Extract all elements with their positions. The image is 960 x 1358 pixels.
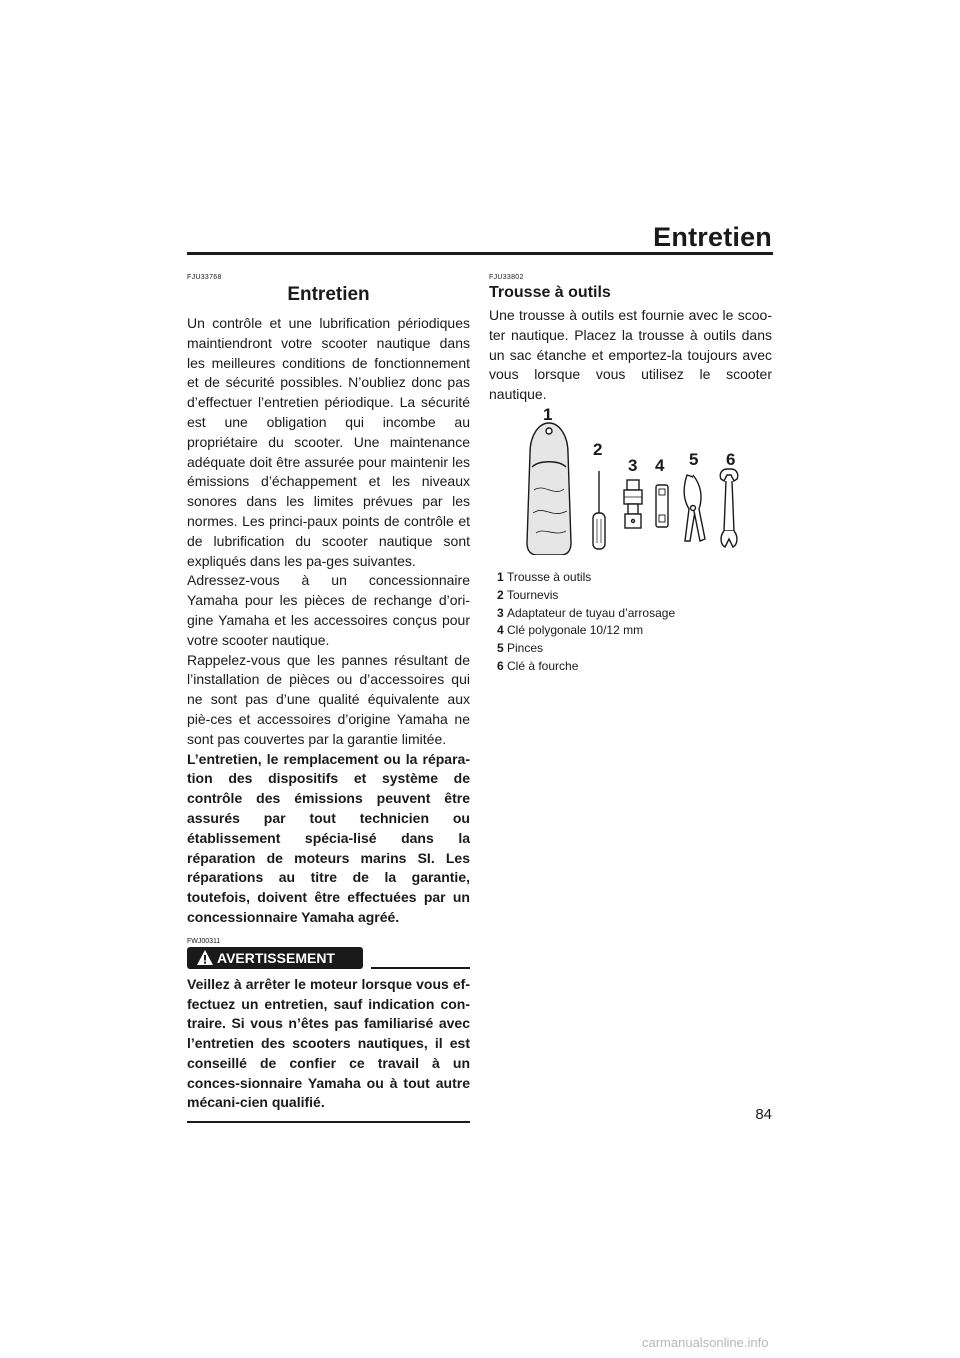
- paragraph-emissions: L’entretien, le remplacement ou la répara-tion des dispositifs et système de contrôle des émissions peuvent être assurés par tout technicien ou établissement spécia-lisé dans la réparation de moteurs marins SI. Les réparations au titre de la garantie, toutefois, doivent être effectuées par un concessionnaire Yamaha agréé.: [187, 750, 470, 925]
- warning-bottom-rule: [187, 1121, 470, 1123]
- page-header-title: Entretien: [653, 222, 772, 252]
- legend-item: 1 Trousse à outils: [497, 570, 592, 584]
- callout-4: 4: [655, 456, 665, 475]
- toolkit-illustration: [489, 405, 772, 555]
- open-end-wrench-icon: [720, 469, 738, 547]
- callout-2: 2: [593, 440, 603, 459]
- warning-code: FWJ00311: [187, 937, 221, 945]
- warning-header-rule: [371, 967, 470, 969]
- paragraph-warranty: Rappelez-vous que les pannes résultant de l’installation de pièces ou d’accessoires qui ne sont pas d’une qualité équivalente aux piè-ces et accessoires d’origine Yamaha ne sont pas couvertes par la garantie limitée.: [187, 651, 470, 747]
- legend-item: 5 Pinces: [497, 641, 544, 656]
- paragraph-intro: Un contrôle et une lubrification périodiques maintiendront votre scooter nautique dans les meilleures conditions de fonctionnement et de sécurité possibles. N’oubliez donc pas d’effectuer l’entretien périodique. La sécurité est une obligation qui incombe au propriétaire du scooter. Une maintenance adéquate doit être assurée pour maintenir les émissions d’échappement et les niveaux sonores dans les limites prévues par les normes. Les princi-paux points de contrôle et de lubrification du scooter nautique sont expliqués dans les pa-ges suivantes.: [187, 315, 470, 569]
- page-number: 84: [755, 1106, 772, 1123]
- toolkit-legend: [497, 569, 675, 676]
- warning-badge: [187, 947, 363, 969]
- callout-3: 3: [628, 456, 638, 475]
- section-code: FJU33768: [187, 274, 222, 281]
- box-wrench-icon: [656, 485, 668, 527]
- legend-item: 4 Clé polygonale 10/12 mm: [497, 623, 644, 638]
- callout-6: 6: [726, 450, 736, 469]
- legend-item: 6 Clé à fourche: [497, 658, 579, 673]
- legend-item: 3 Adaptateur de tuyau d’arrosage: [497, 605, 676, 620]
- tool-bag-icon: [527, 423, 571, 555]
- header-rule: [187, 252, 773, 255]
- warning-header: [187, 947, 470, 971]
- section-title: Entretien: [287, 284, 370, 305]
- callout-1: 1: [543, 405, 553, 424]
- watermark: carmanualsonline.info: [642, 1335, 769, 1350]
- warning-triangle-icon: [196, 949, 214, 966]
- screwdriver-icon: [593, 471, 605, 549]
- warning-label: AVERTISSEMENT: [217, 949, 335, 966]
- legend-item: 2 Tournevis: [497, 587, 559, 602]
- paragraph-dealer: Adressez-vous à un concessionnaire Yamaha pour les pièces de rechange d’ori-gine Yamaha et les accessoires conçus pour votre scooter nautique.: [187, 572, 470, 648]
- hose-adapter-icon: [624, 480, 642, 528]
- maintenance-section: [187, 274, 470, 1123]
- pliers-icon: [684, 475, 705, 541]
- section-title: Trousse à outils: [489, 284, 611, 301]
- callout-5: 5: [689, 450, 699, 469]
- toolkit-section: [489, 274, 772, 405]
- section-code: FJU33802: [489, 274, 524, 281]
- paragraph-toolkit: Une trousse à outils est fournie avec le scoo-ter nautique. Placez la trousse à outils dans un sac étanche et emportez-la toujours avec vous lorsque vous utilisez le scooter nautique.: [489, 307, 772, 403]
- warning-text: Veillez à arrêter le moteur lorsque vous ef-fectuez un entretien, sauf indication con-traire. Si vous n’êtes pas familiarisé avec l’entretien des scooters nautiques, il est conseillé de confier ce travail à un conces-sionnaire Yamaha ou à tout autre mécani-cien qualifié.: [187, 975, 470, 1111]
